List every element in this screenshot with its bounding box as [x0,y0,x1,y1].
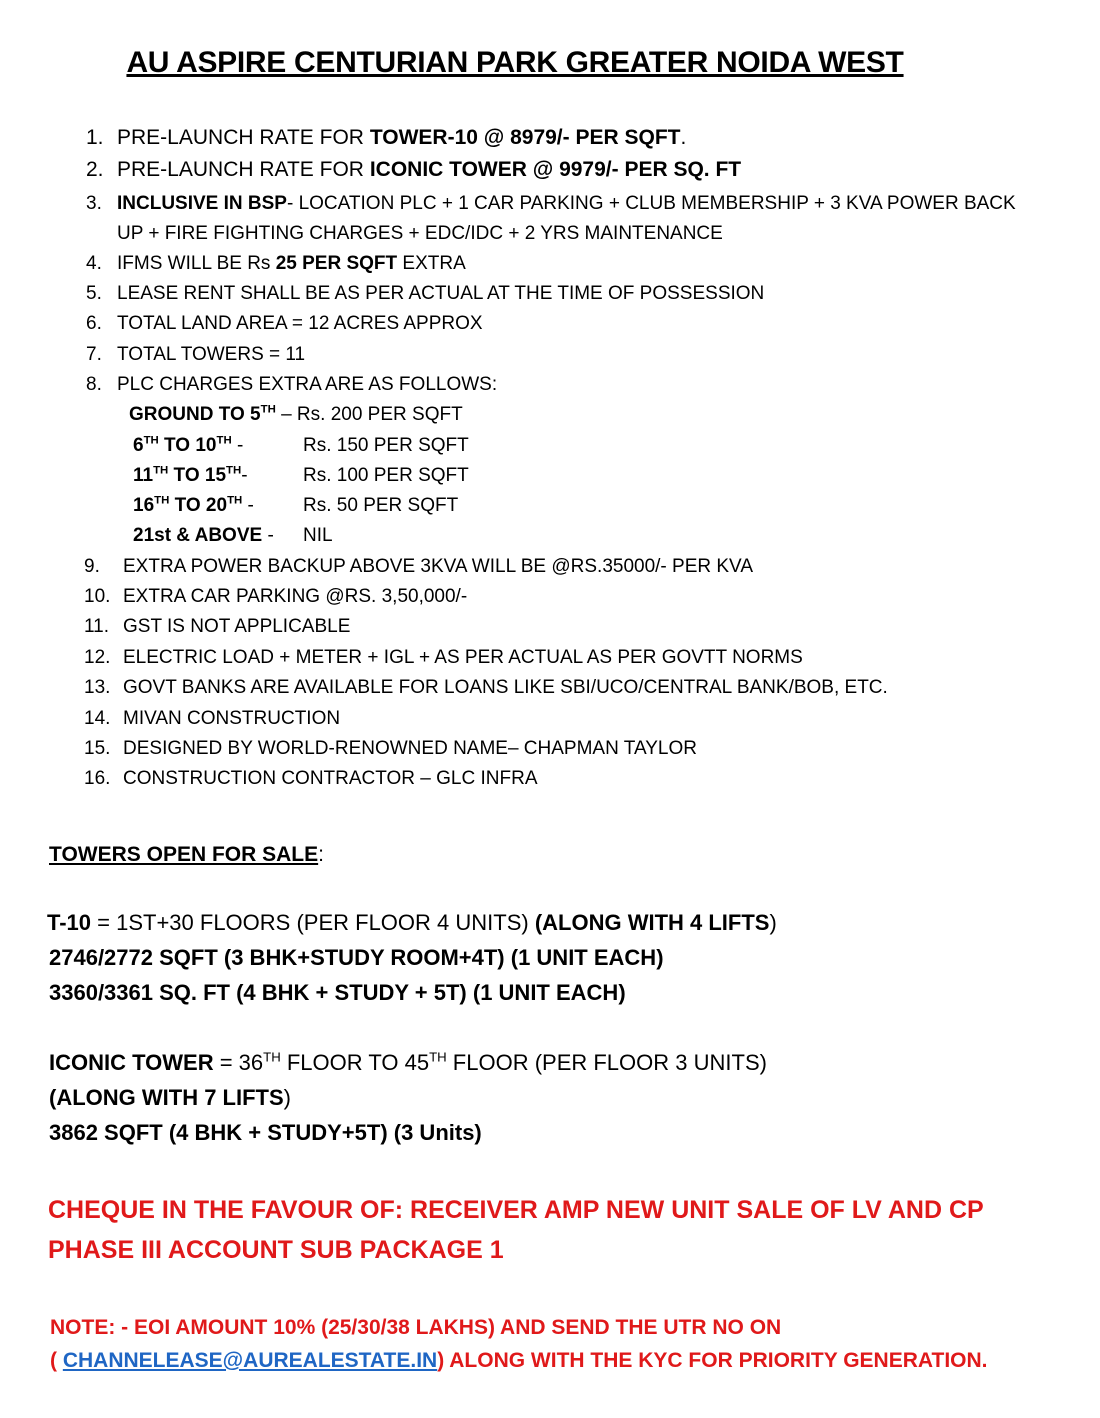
list-item-4: 4. IFMS WILL BE Rs 25 PER SQFT EXTRA [86,253,466,274]
note-line-2: ( CHANNELEASE@AUREALESTATE.IN) ALONG WITH THE KYC FOR PRIORITY GENERATION. [50,1349,988,1372]
plc-rate-16th-to-20th: Rs. 50 PER SQFT [303,495,459,516]
plc-row-ground-to-5th: GROUND TO 5TH – Rs. 200 PER SQFT [129,403,463,425]
plc-rate-6th-to-10th: Rs. 150 PER SQFT [303,435,469,456]
list-item-2: 2. PRE-LAUNCH RATE FOR ICONIC TOWER @ 9979/- PER SQ. FT [86,158,742,181]
plc-row-21st-and-above: 21st & ABOVE - [133,525,274,546]
cheque-line-1: CHEQUE IN THE FAVOUR OF: RECEIVER AMP NEW UNIT SALE OF LV AND CP [48,1196,984,1224]
t10-unit-3bhk: 2746/2772 SQFT (3 BHK+STUDY ROOM+4T) (1 UNIT EACH) [49,945,664,970]
list-item-9: 9. EXTRA POWER BACKUP ABOVE 3KVA WILL BE @RS.35000/- PER KVA [84,556,753,577]
list-item-3-continuation: UP + FIRE FIGHTING CHARGES + EDC/IDC + 2 YRS MAINTENANCE [117,223,723,244]
list-item-7: 7. TOTAL TOWERS = 11 [86,344,306,365]
plc-row-11th-to-15th: 11TH TO 15TH- [133,464,248,486]
list-item-16: 16. CONSTRUCTION CONTRACTOR – GLC INFRA [84,768,538,789]
note-line-1: NOTE: - EOI AMOUNT 10% (25/30/38 LAKHS) AND SEND THE UTR NO ON [50,1316,782,1339]
t10-unit-4bhk: 3360/3361 SQ. FT (4 BHK + STUDY + 5T) (1 UNIT EACH) [49,980,626,1005]
iconic-tower-unit: 3862 SQFT (4 BHK + STUDY+5T) (3 Units) [49,1120,482,1145]
list-item-14: 14. MIVAN CONSTRUCTION [84,708,341,729]
list-item-13: 13. GOVT BANKS ARE AVAILABLE FOR LOANS LIKE SBI/UCO/CENTRAL BANK/BOB, ETC. [84,677,888,698]
list-item-11: 11. GST IS NOT APPLICABLE [84,616,351,637]
page-title: AU ASPIRE CENTURIAN PARK GREATER NOIDA WEST [126,46,904,79]
list-item-3: 3. INCLUSIVE IN BSP- LOCATION PLC + 1 CAR PARKING + CLUB MEMBERSHIP + 3 KVA POWER BACK [86,193,1016,214]
list-item-6: 6. TOTAL LAND AREA = 12 ACRES APPROX [86,313,483,334]
plc-row-6th-to-10th: 6TH TO 10TH - [133,434,244,456]
iconic-tower-lifts: (ALONG WITH 7 LIFTS) [49,1085,291,1110]
towers-heading: TOWERS OPEN FOR SALE: [49,843,324,866]
list-item-12: 12. ELECTRIC LOAD + METER + IGL + AS PER ACTUAL AS PER GOVTT NORMS [84,647,803,668]
iconic-tower-summary: ICONIC TOWER = 36TH FLOOR TO 45TH FLOOR (PER FLOOR 3 UNITS) [49,1049,767,1075]
cheque-line-2: PHASE III ACCOUNT SUB PACKAGE 1 [48,1236,504,1264]
list-item-10: 10. EXTRA CAR PARKING @RS. 3,50,000/- [84,586,468,607]
list-item-5: 5. LEASE RENT SHALL BE AS PER ACTUAL AT THE TIME OF POSSESSION [86,283,765,304]
email-link[interactable]: CHANNELEASE@AUREALESTATE.IN [62,1349,438,1372]
list-item-1: 1. PRE-LAUNCH RATE FOR TOWER-10 @ 8979/- PER SQFT. [86,126,687,149]
plc-rate-11th-to-15th: Rs. 100 PER SQFT [303,465,469,486]
list-item-15: 15. DESIGNED BY WORLD-RENOWNED NAME– CHAPMAN TAYLOR [84,738,697,759]
list-item-8: 8. PLC CHARGES EXTRA ARE AS FOLLOWS: [86,374,498,395]
t10-summary: T-10 = 1ST+30 FLOORS (PER FLOOR 4 UNITS) (ALONG WITH 4 LIFTS) [47,910,777,935]
plc-row-16th-to-20th: 16TH TO 20TH - [133,494,254,516]
plc-rate-21st-and-above: NIL [303,525,333,546]
